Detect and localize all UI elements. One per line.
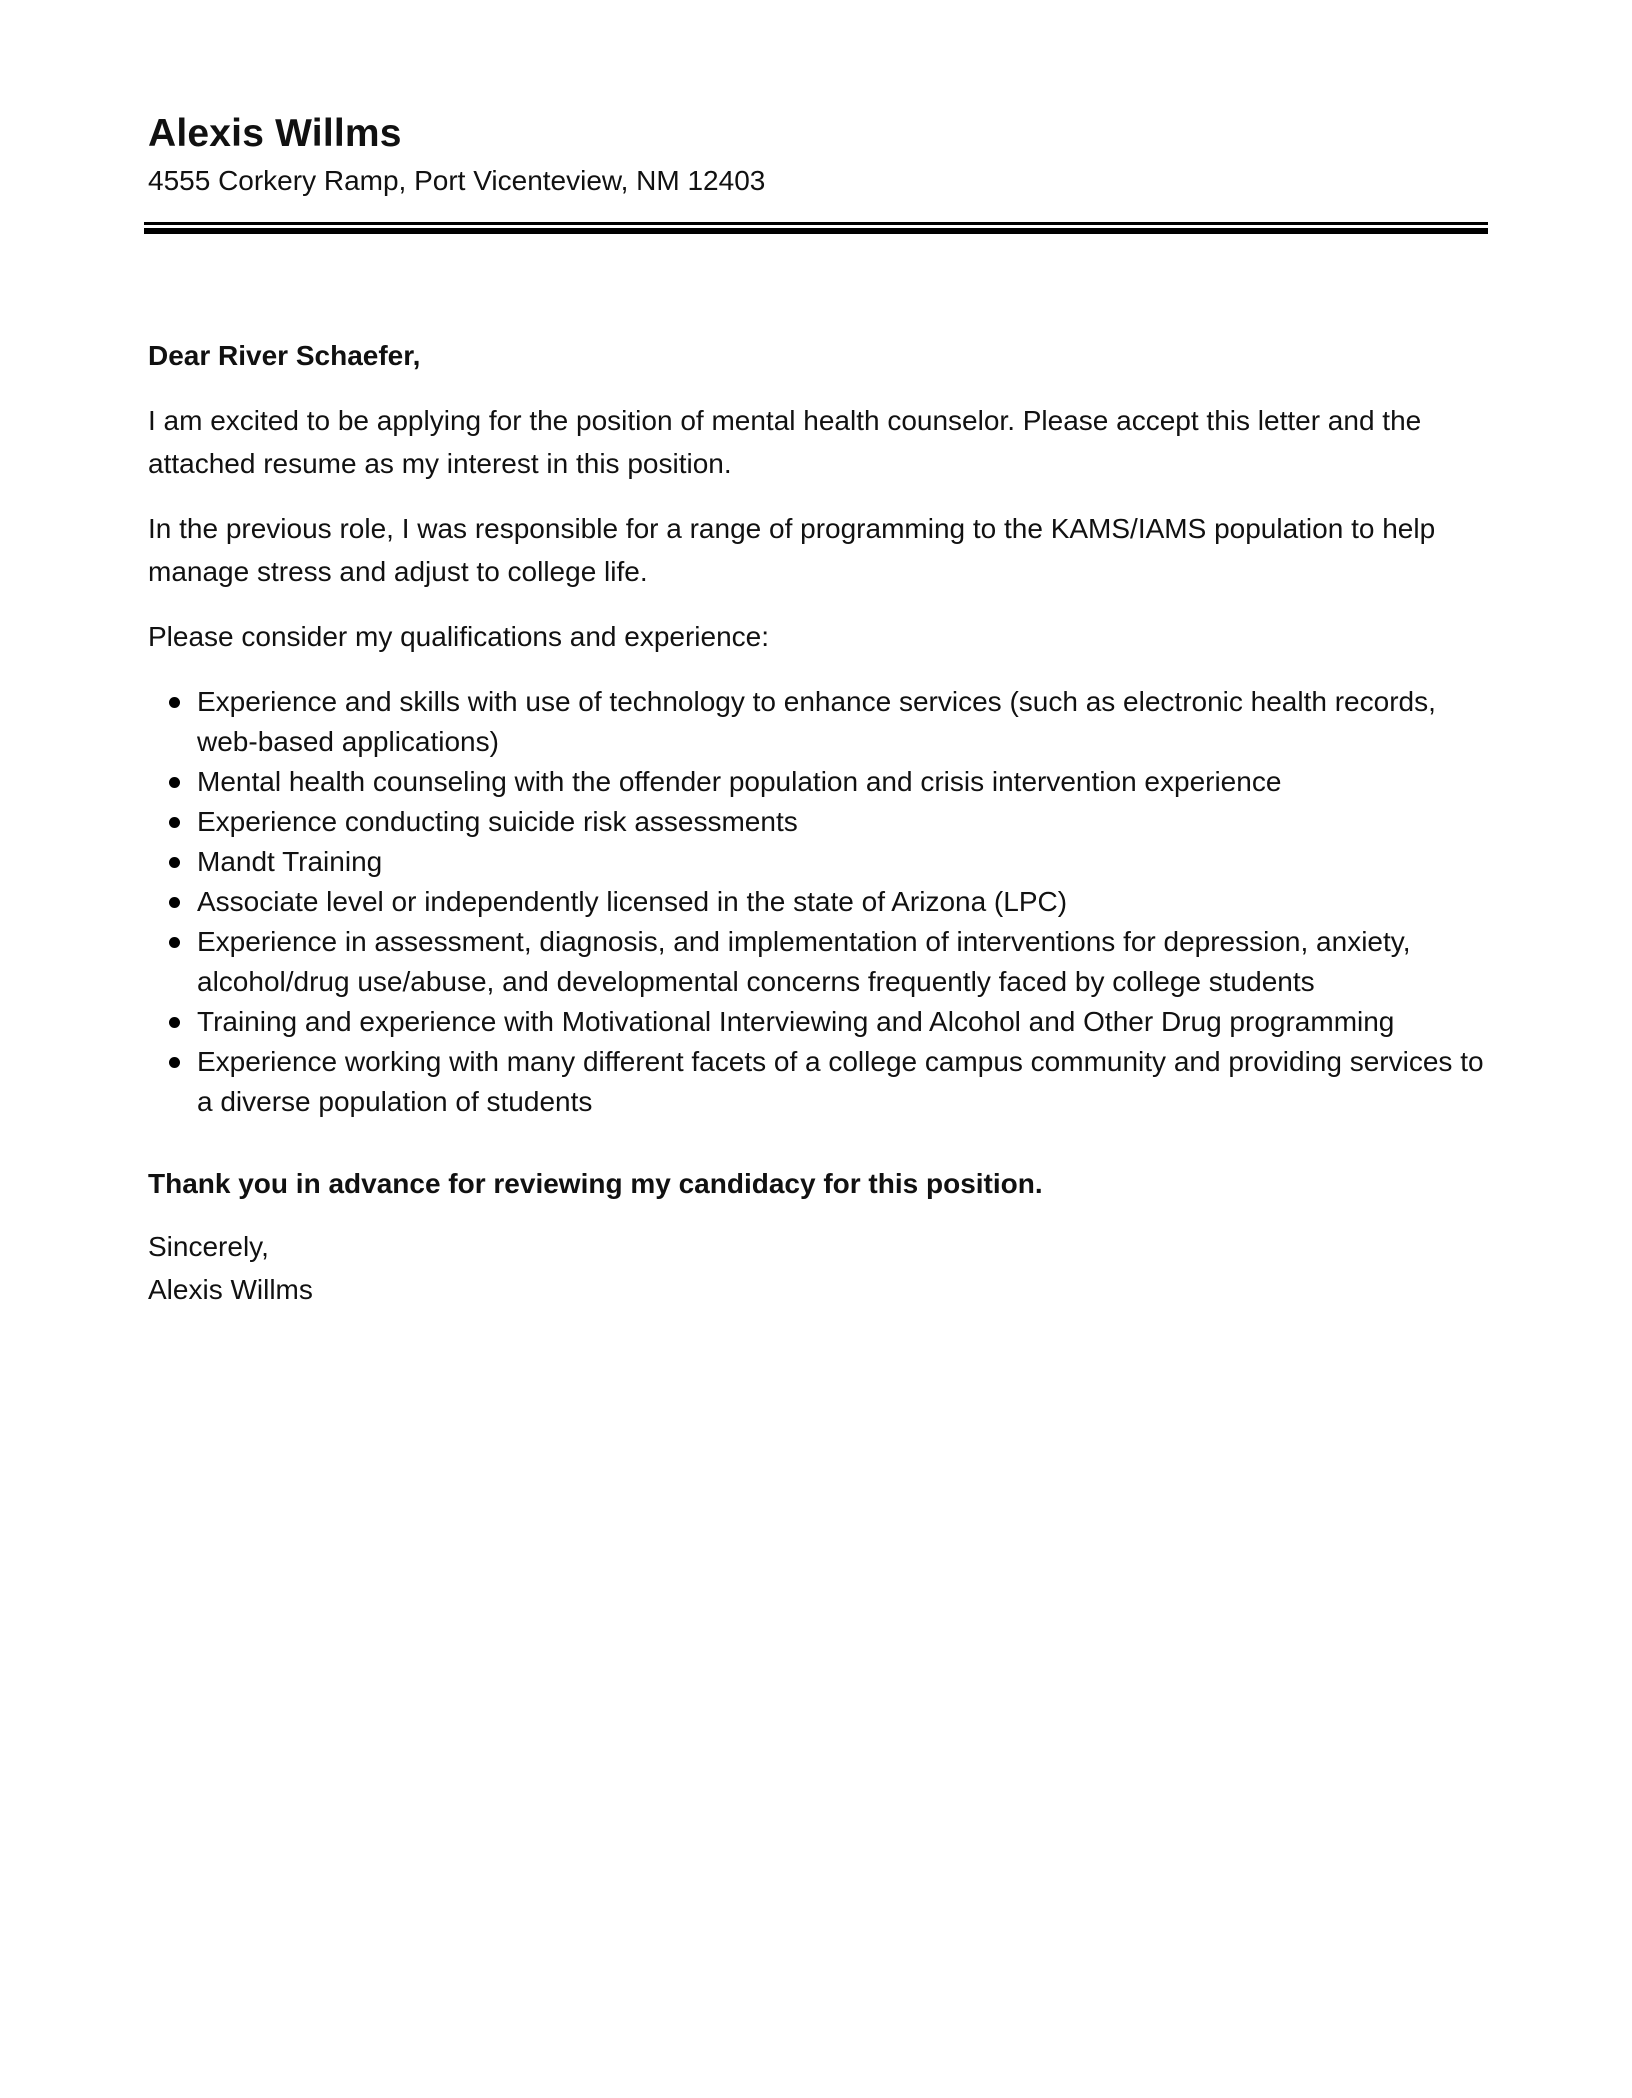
list-item-text: Associate level or independently licensed in the state of Arizona (LPC) <box>197 886 1068 917</box>
list-item-text: Training and experience with Motivational Interviewing and Alcohol and Other Drug programming <box>197 1006 1395 1037</box>
list-item-text: Mandt Training <box>197 846 383 877</box>
list-item <box>148 802 1488 842</box>
list-item <box>148 1042 1488 1122</box>
list-item-text: Experience conducting suicide risk assessments <box>197 806 798 837</box>
bullet-icon <box>169 937 180 948</box>
paragraph-previous-role: In the previous role, I was responsible for a range of programming to the KAMS/IAMS population to help manage stress and adjust to college life. <box>148 513 1436 587</box>
list-item <box>148 842 1488 882</box>
bullet-icon <box>169 1017 180 1028</box>
list-item <box>148 682 1488 762</box>
sender-name: Alexis Willms <box>148 112 402 155</box>
letter-page <box>148 108 1488 1311</box>
list-item <box>148 882 1488 922</box>
list-item-text: Experience in assessment, diagnosis, and implementation of interventions for depression, anxiety, alcohol/drug use/abuse, and developmental concerns frequently faced by college students <box>197 926 1411 997</box>
bullet-icon <box>169 817 180 828</box>
closing-statement: Thank you in advance for reviewing my candidacy for this position. <box>148 1168 1043 1199</box>
list-item-text: Mental health counseling with the offender population and crisis intervention experience <box>197 766 1282 797</box>
list-item-text: Experience and skills with use of technology to enhance services (such as electronic health records, web-based applications) <box>197 686 1436 757</box>
salutation: Dear River Schaefer, <box>148 340 421 371</box>
letter-body <box>148 334 1488 1311</box>
bullet-icon <box>169 777 180 788</box>
list-item <box>148 922 1488 1002</box>
qualifications-list <box>148 682 1488 1122</box>
signoff: Sincerely, <box>148 1231 269 1262</box>
bullet-icon <box>169 897 180 908</box>
paragraph-intro: I am excited to be applying for the position of mental health counselor. Please accept this letter and the attached resume as my interest in this position. <box>148 405 1422 479</box>
list-item-text: Experience working with many different facets of a college campus community and providing services to a diverse population of students <box>197 1046 1484 1117</box>
signature-name: Alexis Willms <box>148 1274 313 1305</box>
paragraph-qualifications-lead: Please consider my qualifications and experience: <box>148 621 770 652</box>
bullet-icon <box>169 857 180 868</box>
list-item <box>148 762 1488 802</box>
bullet-icon <box>169 1057 180 1068</box>
sender-address: 4555 Corkery Ramp, Port Vicenteview, NM 12403 <box>148 165 766 196</box>
list-item <box>148 1002 1488 1042</box>
header-divider <box>144 222 1488 234</box>
bullet-icon <box>169 697 180 708</box>
